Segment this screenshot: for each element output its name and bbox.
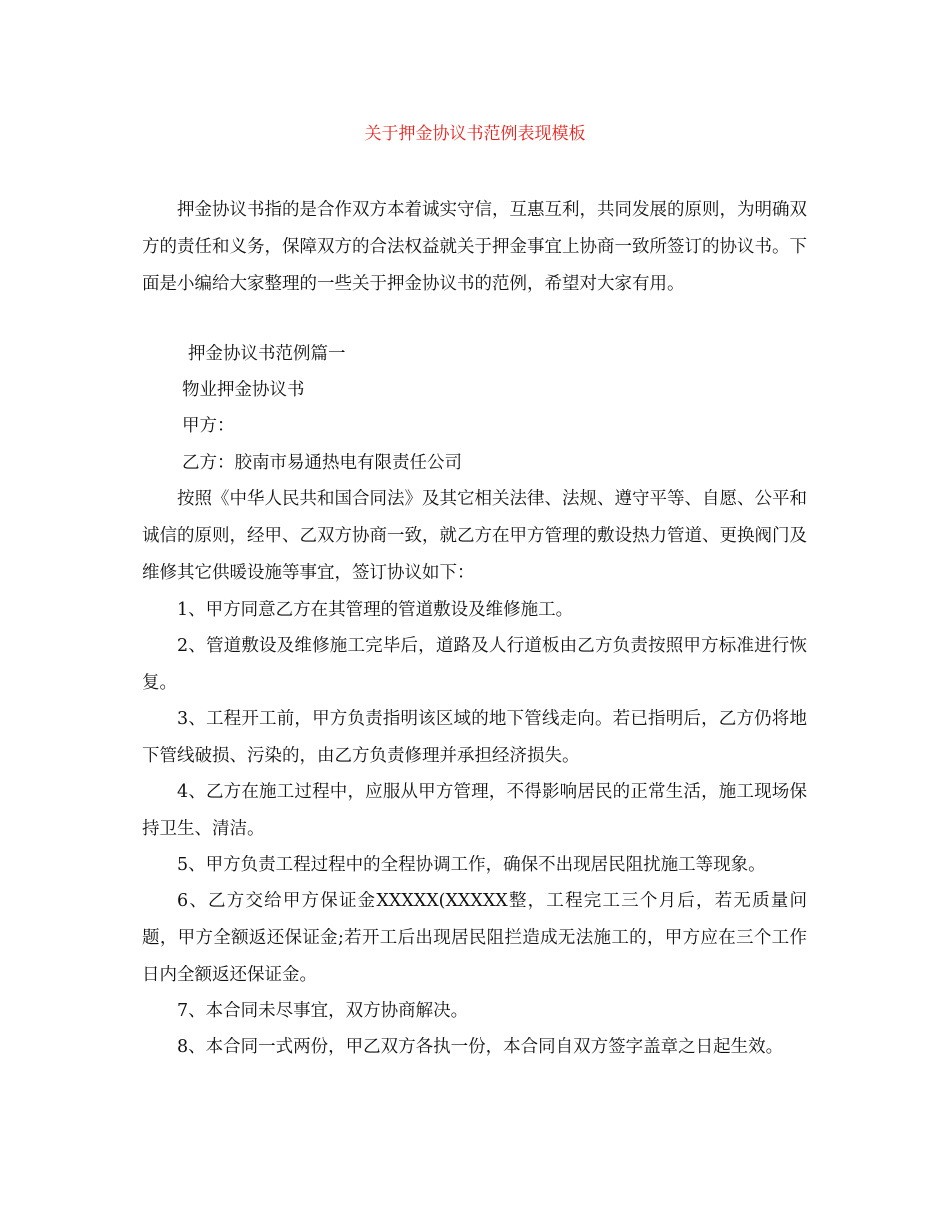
agreement-title: 物业押金协议书	[182, 380, 305, 400]
intro-paragraph: 押金协议书指的是合作双方本着诚实守信，互惠互利，共同发展的原则，为明确双方的责任和义务，保障双方的合法权益就关于押金事宜上协商一致所签订的协议书。下面是小编给大家整理的一些关于押金协议书的范例，希望对大家有用。	[142, 200, 807, 294]
party-a-line: 甲方：	[182, 416, 235, 436]
clause-8: 8、本合同一式两份，甲乙双方各执一份，本合同自双方签字盖章之日起生效。	[177, 1037, 784, 1057]
clause-7: 7、本合同未尽事宜，双方协商解决。	[177, 1001, 469, 1021]
clause-3: 3、工程开工前，甲方负责指明该区域的地下管线走向。若已指明后，乙方仍将地下管线破损、污染的，由乙方负责修理并承担经济损失。	[142, 709, 807, 766]
document-title: 关于押金协议书范例表现模板	[364, 124, 586, 144]
party-b-line: 乙方：胶南市易通热电有限责任公司	[182, 453, 462, 473]
clause-2: 2、管道敷设及维修施工完毕后，道路及人行道板由乙方负责按照甲方标准进行恢复。	[142, 636, 807, 693]
clause-4: 4、乙方在施工过程中，应服从甲方管理，不得影响居民的正常生活，施工现场保持卫生、清洁。	[142, 782, 807, 839]
clause-1: 1、甲方同意乙方在其管理的管道敷设及维修施工。	[177, 600, 574, 620]
clause-6: 6、乙方交给甲方保证金XXXXX(XXXXX整，工程完工三个月后，若无质量问题，甲方全额返还保证金;若开工后出现居民阻拦造成无法施工的，甲方应在三个工作日内全额返还保证金。	[142, 891, 807, 985]
clause-5: 5、甲方负责工程过程中的全程协调工作，确保不出现居民阻扰施工等现象。	[177, 855, 766, 875]
preamble-paragraph: 按照《中华人民共和国合同法》及其它相关法律、法规、遵守平等、自愿、公平和诚信的原则，经甲、乙双方协商一致，就乙方在甲方管理的敷设热力管道、更换阀门及维修其它供暖设施等事宜，签订协议如下：	[142, 489, 807, 583]
section-heading: 押金协议书范例篇一	[188, 344, 346, 364]
